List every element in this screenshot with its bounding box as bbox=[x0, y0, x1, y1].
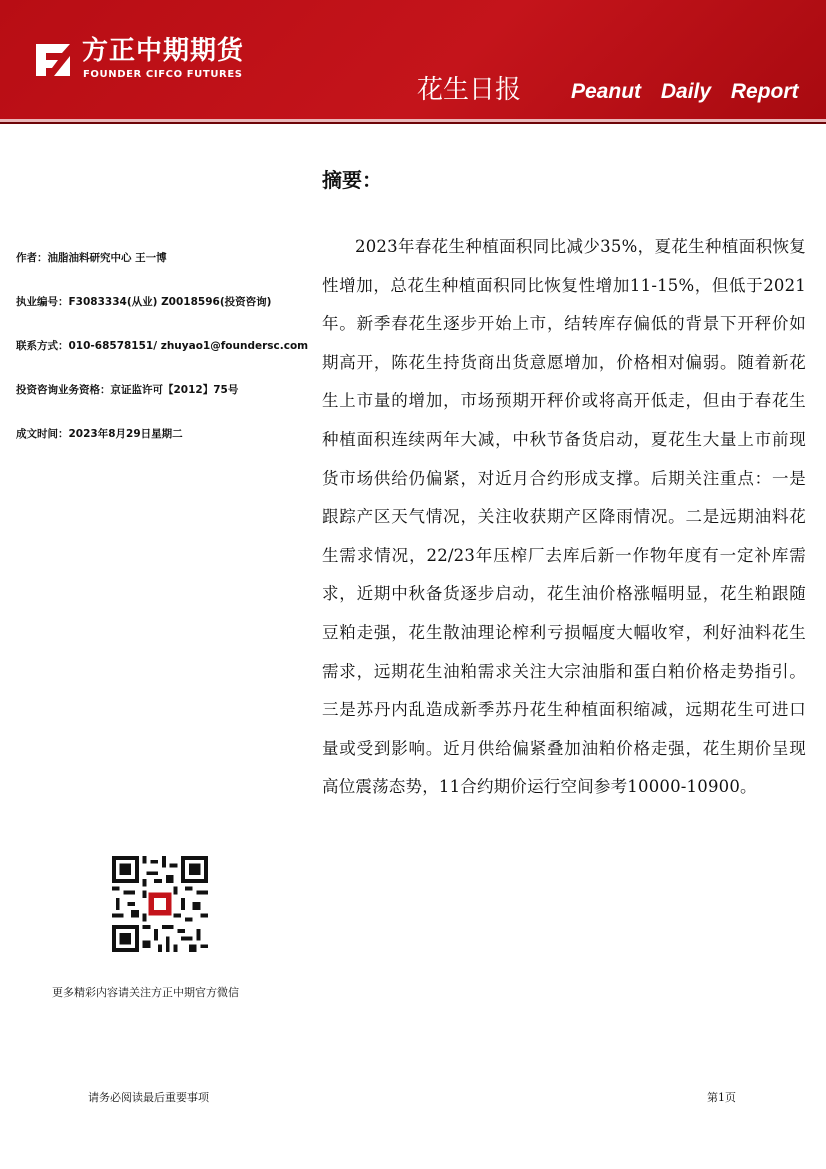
brand-name-cn: 方正中期期货 bbox=[82, 36, 245, 66]
date-line: 成文时间：2023年8月29日星期二 bbox=[16, 428, 183, 440]
report-title-en: Peanut Daily Report bbox=[571, 80, 799, 103]
contact-line: 联系方式：010-68578151/ zhuyao1@foundersc.com bbox=[16, 340, 309, 352]
page-number: 第1页 bbox=[707, 1091, 736, 1104]
license-number-line: 执业编号：F3083334(从业) Z0018596(投资咨询) bbox=[16, 296, 272, 308]
founder-logo-icon bbox=[32, 38, 74, 80]
report-header bbox=[0, 0, 826, 124]
summary-heading: 摘要： bbox=[322, 168, 382, 192]
report-title-cn: 花生日报 bbox=[417, 75, 522, 105]
qr-code-icon bbox=[112, 856, 208, 952]
qr-caption: 更多精彩内容请关注方正中期官方微信 bbox=[52, 986, 239, 999]
qualification-line: 投资咨询业务资格：京证监许可【2012】75号 bbox=[16, 384, 239, 396]
summary-body: 2023年春花生种植面积同比减少35%，夏花生种植面积恢复性增加，总花生种植面积同比恢复性增加11-15%，但低于2021年。新季春花生逐步开始上市，结转库存偏低的背景下开秤价如期高开，陈花生持货商出货意愿增加，价格相对偏弱。随着新花生上市量的增加，市场预期开秤价或将高开低走，但由于春花生种植面积连续两年大减，中秋节备货启动，夏花生大量上市前现货市场供给仍偏紧，对近月合约形成支撑。后期关注重点：一是跟踪产区天气情况，关注收获期产区降雨情况。二是远期油料花生需求情况，22/23年压榨厂去库后新一作物年度有一定补库需求，近期中秋备货逐步启动，花生油价格涨幅明显，花生粕跟随豆粕走强，花生散油理论榨利亏损幅度大幅收窄，利好油料花生需求，远期花生油粕需求关注大宗油脂和蛋白粕价格走势指引。三是苏丹内乱造成新季苏丹花生种植面积缩减，远期花生可进口量或受到影响。近月供给偏紧叠加油粕价格走强，花生期价呈现高位震荡态势，11合约期价运行空间参考10000-10900。 bbox=[322, 237, 806, 797]
brand-name-en: FOUNDER CIFCO FUTURES bbox=[83, 69, 243, 80]
author-line: 作者：油脂油料研究中心 王一博 bbox=[16, 252, 167, 264]
footer-notice: 请务必阅读最后重要事项 bbox=[88, 1091, 209, 1104]
author-info bbox=[16, 250, 309, 470]
